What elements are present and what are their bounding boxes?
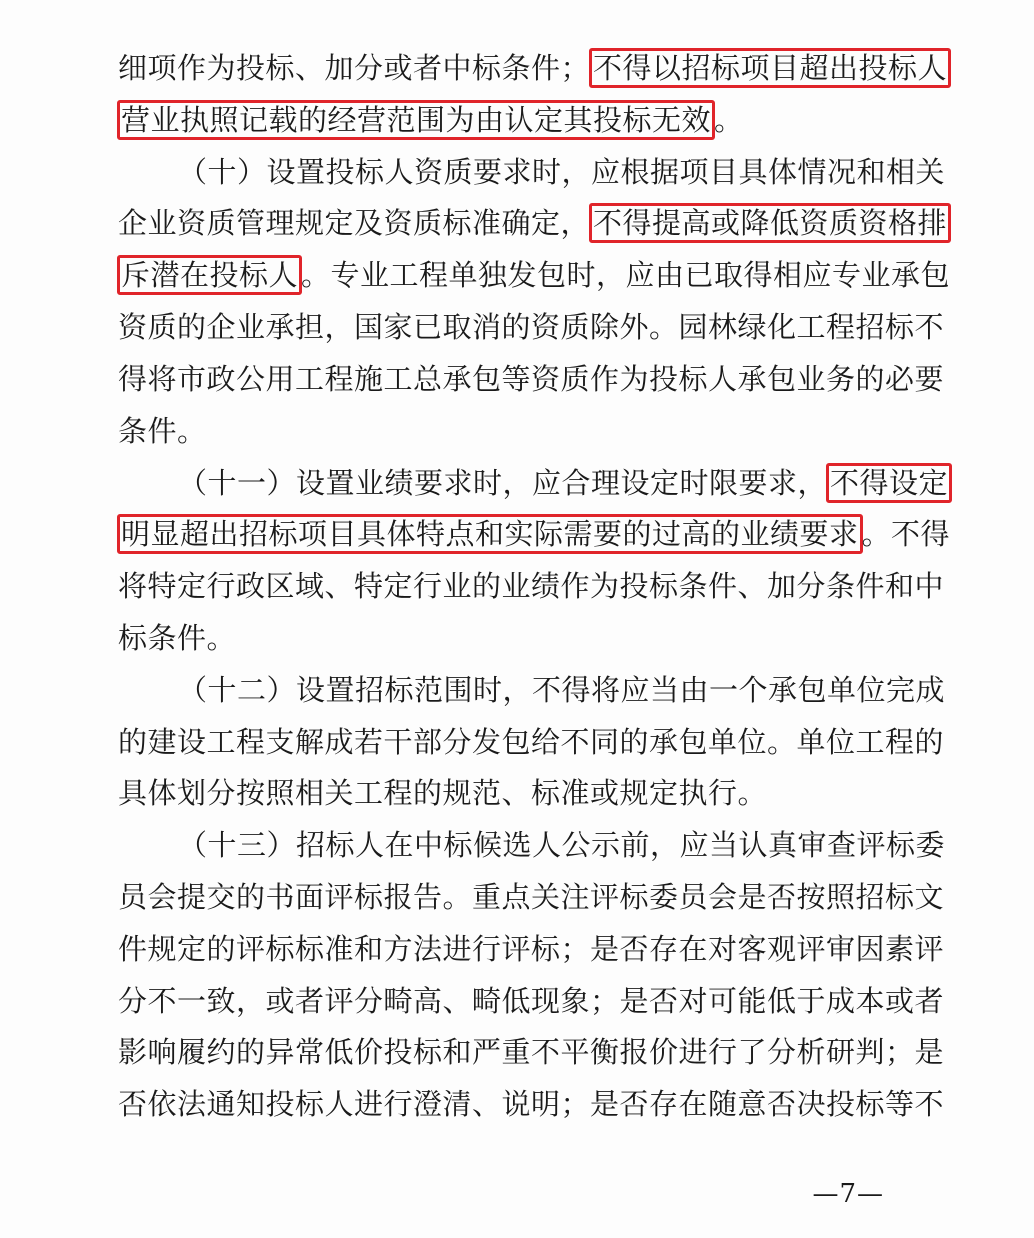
text-segment: （十二）设置招标范围时，不得将应当由一个承包单位完成 xyxy=(178,673,946,707)
text-segment: 企业资质管理规定及资质标准确定， xyxy=(118,206,591,240)
text-line-16 xyxy=(178,825,946,865)
text-line-12 xyxy=(118,618,888,658)
text-line-15 xyxy=(118,773,888,813)
highlight-box: 斥潜在投标人 xyxy=(117,255,302,295)
highlight-box: 不得以招标项目超出投标人 xyxy=(589,48,951,88)
text-segment: 得将市政公用工程施工总承包等资质作为投标人承包业务的必要 xyxy=(118,362,945,396)
text-line-2 xyxy=(118,100,888,140)
text-line-6 xyxy=(118,307,945,347)
text-line-4 xyxy=(118,203,948,243)
text-segment: 。不得 xyxy=(861,517,951,551)
text-line-17 xyxy=(118,877,945,917)
text-line-20 xyxy=(118,1032,945,1072)
text-segment: 员会提交的书面评标报告。重点关注评标委员会是否按照招标文 xyxy=(118,880,945,914)
highlight-box: 不得提高或降低资质资格排 xyxy=(589,203,951,243)
highlight-box: 不得设定 xyxy=(826,463,952,503)
text-line-19 xyxy=(118,981,945,1021)
text-segment: （十三）招标人在中标候选人公示前，应当认真审查评标委 xyxy=(178,828,946,862)
text-line-1 xyxy=(118,48,948,88)
text-segment: 将特定行政区域、特定行业的业绩作为投标条件、加分条件和中 xyxy=(118,569,945,603)
text-line-14 xyxy=(118,722,945,762)
text-segment: 的建设工程支解成若干部分发包给不同的承包单位。单位工程的 xyxy=(118,725,945,759)
highlight-box: 营业执照记载的经营范围为由认定其投标无效 xyxy=(117,100,715,140)
text-segment: 分不一致，或者评分畸高、畸低现象；是否对可能低于成本或者 xyxy=(118,984,945,1018)
text-line-21 xyxy=(118,1084,945,1124)
text-segment: （十）设置投标人资质要求时，应根据项目具体情况和相关 xyxy=(178,155,946,189)
highlight-box: 明显超出招标项目具体特点和实际需要的过高的业绩要求 xyxy=(117,514,863,554)
text-line-11 xyxy=(118,566,945,606)
text-segment: 条件。 xyxy=(118,414,207,448)
text-line-7 xyxy=(118,359,945,399)
text-segment: 件规定的评标标准和方法进行评标；是否存在对客观评审因素评 xyxy=(118,932,945,966)
text-segment: 资质的企业承担，国家已取消的资质除外。园林绿化工程招标不 xyxy=(118,310,945,344)
text-segment: 具体划分按照相关工程的规范、标准或规定执行。 xyxy=(118,776,768,810)
text-line-9 xyxy=(178,463,949,503)
text-line-5 xyxy=(118,255,951,295)
text-segment: 否依法通知投标人进行澄清、说明；是否存在随意否决投标等不 xyxy=(118,1087,945,1121)
text-segment: 标条件。 xyxy=(118,621,237,655)
text-segment: 细项作为投标、加分或者中标条件； xyxy=(118,51,591,85)
text-line-10 xyxy=(118,514,951,554)
text-segment: 。 xyxy=(714,103,744,137)
text-segment: （十一）设置业绩要求时，应合理设定时限要求， xyxy=(178,466,828,500)
text-segment: 影响履约的异常低价投标和严重不平衡报价进行了分析研判；是 xyxy=(118,1035,945,1069)
text-line-18 xyxy=(118,929,945,969)
text-line-3 xyxy=(178,152,946,192)
page-number: —7— xyxy=(812,1179,884,1209)
text-segment: 。专业工程单独发包时，应由已取得相应专业承包 xyxy=(301,258,951,292)
text-line-8 xyxy=(118,411,888,451)
text-line-13 xyxy=(178,670,946,710)
